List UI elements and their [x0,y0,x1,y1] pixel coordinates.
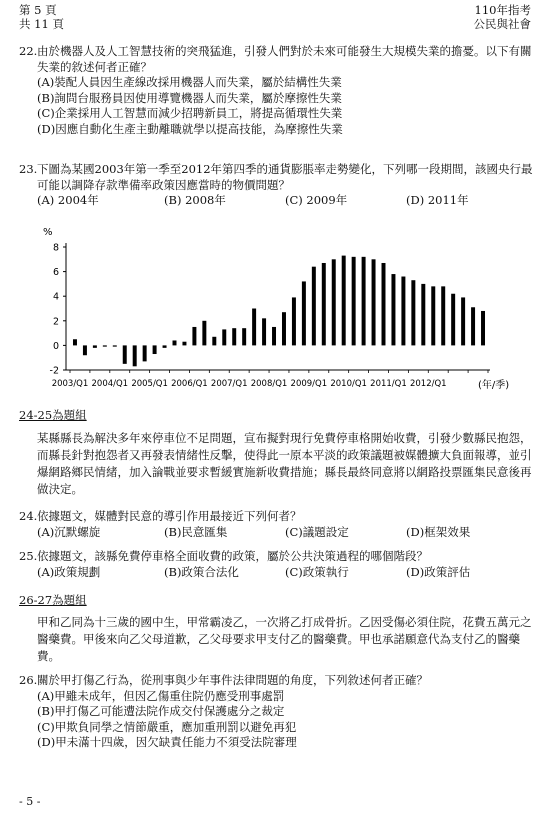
bar [421,284,425,346]
bar [362,257,366,346]
bar [163,345,167,347]
bar [292,297,296,345]
bar [252,309,256,346]
page-header-left [19,3,64,31]
question-24 [19,509,534,540]
bar [202,321,206,346]
question-stem: 24.依據題文，媒體對民意的導引作用最接近下列何者？ [19,509,302,523]
subject-name: 公民與社會 [473,17,531,31]
passage-24-25: 某縣縣長為解決多年來停車位不足問題，宣布擬對現行免費停車格開始收費，引發少數縣民抱怨，而縣長針對抱怨者又再發表情緒性反擊，使得此一原本平淡的政策議題被媒體擴大負面報導，並引爆網路鄉民情緒，加入論戰並要求暫緩實施新收費措施；縣長最終同意將以網路投票匯集民意後再做決定。 [37,431,532,496]
y-axis [50,243,66,377]
bar [143,345,147,361]
option-b: (B)政策合法化 [164,564,239,579]
option-a: (A)甲雖未成年，但因乙傷重住院仍應受刑事處罰 [37,688,285,703]
option-b: (B)詢問台服務員因使用導覽機器人而失業，屬於摩擦性失業 [37,90,342,105]
group-title-24-25: 24-25為題組 [19,408,87,422]
option-c: (C)甲欺負同學之情節嚴重，應加重刑罰以避免再犯 [37,719,297,734]
bar [262,318,266,345]
x-tick-label: 2007/Q1 [210,379,248,389]
y-tick-label: 6 [52,267,59,279]
bar [93,345,97,347]
x-tick-label: 2010/Q1 [330,379,367,389]
y-tick-label: 2 [52,316,59,328]
option-a: (A)政策規劃 [37,564,101,579]
y-tick-label: 0 [52,340,59,352]
option-c: (C)企業採用人工智慧而減少招聘新員工，將提高循環性失業 [37,106,343,120]
bar [302,281,306,345]
bar [282,312,286,345]
option-a: (A)沉默螺旋 [37,524,101,539]
bar [451,294,455,346]
bar [332,259,336,345]
question-25 [19,549,534,580]
page-number: 第 5 頁 [19,3,57,17]
x-tick-label: 2004/Q1 [91,379,129,389]
y-tick-label: 4 [52,291,59,303]
bar [222,329,226,345]
bar [431,286,435,345]
group-title-26-27: 26-27為題組 [19,593,87,607]
bar [471,307,475,345]
question-22 [19,44,534,137]
option-c: (C)議題設定 [285,524,349,539]
bar [401,277,405,346]
question-stem: 23.下圖為某國2003年第一季至2012年第四季的通貨膨脹率走勢變化，下列哪一段期間，該國央行最可能以調降存款準備率政策因應當時的物價問題？ [19,162,533,192]
option-d: (D)甲未滿十四歲，因欠缺責任能力不須受法院審理 [37,735,297,749]
page-header-right [474,3,532,31]
bar [103,345,107,346]
bar [123,345,127,363]
option-b: (B)民意匯集 [164,524,228,539]
question-stem: 26.關於甲打傷乙行為，從刑事與少年事件法律問題的角度，下列敘述何者正確？ [19,673,428,687]
options-row [19,193,534,209]
x-tick-label: 2003/Q1 [51,379,89,389]
inflation-bar-chart [30,222,530,394]
option-d: (D)因應自動化生產主動離職就學以提高技能，為摩擦性失業 [37,121,343,136]
y-axis-label: % [43,227,53,238]
option-a: (A) 2004年 [37,193,99,207]
x-tick-label: 2006/Q1 [171,379,208,389]
bar [461,297,465,345]
option-c: (C) 2009年 [285,193,348,207]
bar [153,345,157,354]
page-total: 共 11 頁 [19,17,64,31]
bar [372,259,376,345]
bars [73,256,485,367]
bar [481,311,485,345]
option-b: (B) 2008年 [164,193,226,207]
page-footer: - 5 - [19,795,41,808]
passage-26-27: 甲和乙同為十三歲的國中生，甲常霸凌乙，一次將乙打成骨折。乙因受傷必須住院，花費五萬元之醫藥費。甲後來向乙父母道歉，乙父母要求甲支付乙的醫藥費。甲也承諾願意代為支付乙的醫藥費。 [37,615,532,663]
y-tick-label: -2 [49,365,59,377]
bar [232,328,236,345]
bar [391,274,395,345]
bar [192,327,196,345]
option-c: (C)政策執行 [285,564,349,579]
x-tick-label: 2011/Q1 [370,379,407,389]
bar [352,257,356,346]
x-axis-label: (年/季) [478,380,510,391]
option-d: (D)政策評估 [406,564,471,579]
bar [212,337,216,346]
option-d: (D) 2011年 [406,193,469,207]
bar [441,286,445,345]
options-row [19,525,534,541]
x-tick-label: 2009/Q1 [290,379,328,389]
bar [133,345,137,366]
options-row [19,565,534,581]
bar [83,345,87,355]
bar [382,263,386,345]
bar [272,327,276,345]
bar [242,328,246,345]
x-axis [52,370,490,389]
question-23 [19,162,534,209]
option-d: (D)框架效果 [406,524,471,539]
option-b: (B)甲打傷乙可能遭法院作成交付保護處分之裁定 [37,704,285,718]
bar [411,280,415,345]
bar [182,342,186,346]
bar [342,256,346,346]
bar [312,267,316,346]
bar [113,345,117,346]
question-stem: 22.由於機器人及人工智慧技術的突飛猛進，引發人們對於未來可能發生大規模失業的擔憂。以下有關失業的敘述何者正確？ [19,44,532,74]
bar [173,340,177,345]
question-26 [19,673,534,751]
x-tick-label: 2005/Q1 [131,379,168,389]
x-tick-label: 2008/Q1 [250,379,288,389]
bar [322,263,326,345]
x-tick-label: 2012/Q1 [409,379,447,389]
exam-name: 110年指考 [474,3,531,17]
y-tick-label: 8 [52,242,59,254]
option-a: (A)裝配人員因生產線改採用機器人而失業，屬於結構性失業 [37,75,342,89]
bar [73,339,77,345]
question-stem: 25.依據題文，該縣免費停車格全面收費的政策，屬於公共決策過程的哪個階段？ [19,549,428,563]
